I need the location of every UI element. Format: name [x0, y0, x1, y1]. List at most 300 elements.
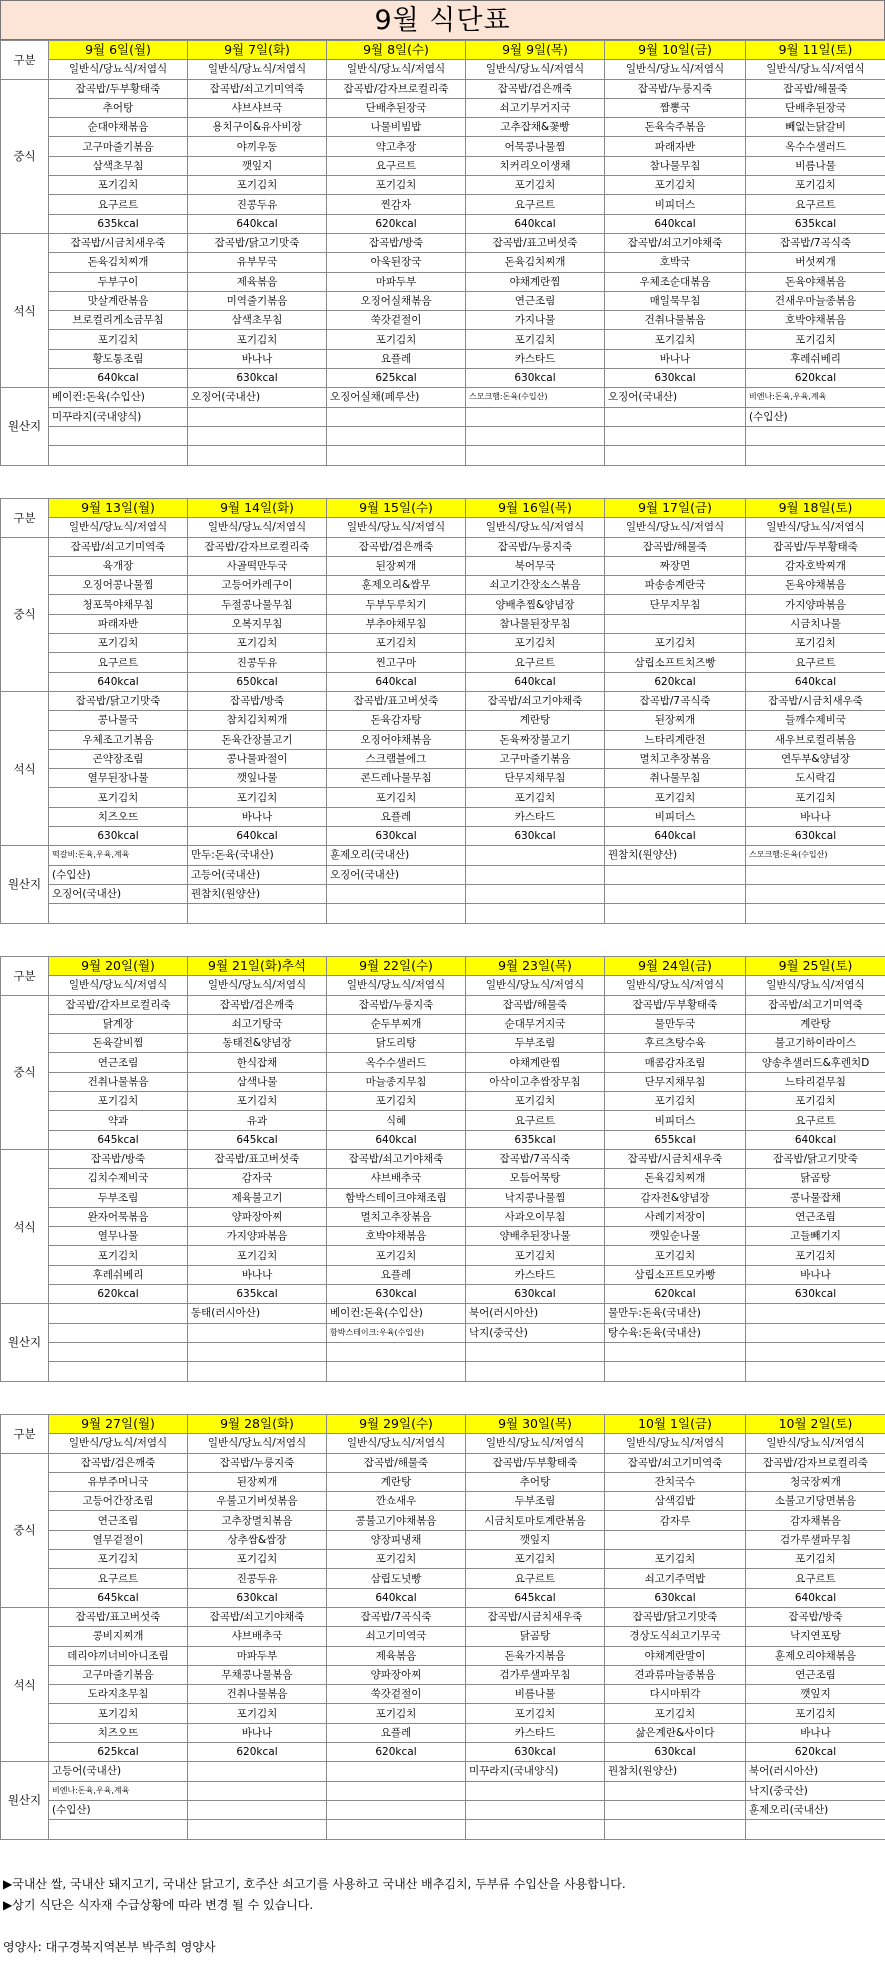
menu-cell: 잡곡밥/해물죽	[327, 1453, 466, 1472]
origin-row	[1, 1800, 885, 1819]
origin-cell: 낙지(중국산)	[466, 1323, 605, 1342]
dinner-row	[1, 330, 885, 349]
menu-cell: 샤브배추국	[188, 1627, 327, 1646]
diet-type-cell: 일반식/당뇨식/저염식	[327, 1434, 466, 1453]
menu-cell: 후레쉬베리	[746, 349, 885, 368]
origin-cell	[746, 884, 885, 903]
menu-table	[0, 1414, 885, 1840]
origin-cell: 베이컨:돈육(수입산)	[327, 1304, 466, 1323]
menu-cell: 포기김치	[188, 1550, 327, 1569]
origin-cell: (수입산)	[49, 865, 188, 884]
menu-cell: 옥수수샐러드	[327, 1053, 466, 1072]
menu-cell: 두부두루치기	[327, 595, 466, 614]
diet-type-row	[1, 518, 885, 537]
date-cell: 9월 6일(월)	[49, 41, 188, 60]
origin-cell	[49, 1362, 188, 1381]
menu-cell: 630kcal	[605, 1743, 746, 1762]
menu-cell: 640kcal	[605, 827, 746, 846]
origin-cell	[327, 407, 466, 426]
date-cell: 9월 27일(월)	[49, 1415, 188, 1434]
origin-cell	[466, 407, 605, 426]
footer-note: ▶상기 식단은 식자재 수급상황에 따라 변경 될 수 있습니다.	[3, 1898, 314, 1912]
menu-cell: 스크램블에그	[327, 749, 466, 768]
menu-cell: 620kcal	[327, 214, 466, 233]
menu-cell: 깻잎나물	[188, 769, 327, 788]
menu-cell: 포기김치	[49, 176, 188, 195]
origin-cell	[605, 884, 746, 903]
lunch-row	[1, 98, 885, 117]
footer-note: ▶국내산 쌀, 국내산 돼지고기, 국내산 닭고기, 호주산 쇠고기를 사용하고 국내산 배추김치, 두부류 수입산을 사용합니다.	[3, 1877, 626, 1891]
menu-cell: 포기김치	[49, 1550, 188, 1569]
menu-cell: 잡곡밥/감자브로컬리죽	[49, 995, 188, 1014]
menu-cell: 삼립도넛빵	[327, 1569, 466, 1588]
origin-cell	[746, 1304, 885, 1323]
origin-cell: 훈제오리(국내산)	[327, 846, 466, 865]
origin-cell	[327, 884, 466, 903]
origin-cell	[327, 446, 466, 465]
menu-cell: 사골떡만두국	[188, 556, 327, 575]
menu-cell: 삼립소프트모카빵	[605, 1265, 746, 1284]
menu-cell: 잡곡밥/쇠고기야채죽	[327, 1149, 466, 1168]
menu-cell: 매일묵무침	[605, 291, 746, 310]
dinner-row	[1, 1665, 885, 1684]
lunch-row	[1, 653, 885, 672]
menu-cell: 650kcal	[188, 672, 327, 691]
origin-cell	[49, 904, 188, 923]
menu-cell: 제육불고기	[188, 1188, 327, 1207]
menu-cell: 620kcal	[188, 1743, 327, 1762]
lunch-row	[1, 995, 885, 1014]
origin-cell	[188, 1342, 327, 1361]
menu-cell: 연근조림	[746, 1665, 885, 1684]
menu-cell: 나물비빔밥	[327, 118, 466, 137]
diet-type-cell: 일반식/당뇨식/저염식	[327, 518, 466, 537]
lunch-row	[1, 1492, 885, 1511]
menu-cell: 샤브배추국	[327, 1169, 466, 1188]
menu-cell: 요구르트	[746, 195, 885, 214]
menu-cell: 쑥갓겉절이	[327, 311, 466, 330]
menu-cell: 655kcal	[605, 1130, 746, 1149]
menu-cell: 잡곡밥/방죽	[746, 1607, 885, 1626]
lunch-row	[1, 156, 885, 175]
origin-row	[1, 846, 885, 865]
origin-label: 원산지	[1, 1762, 49, 1839]
menu-cell: 잡곡밥/두부황태죽	[466, 1453, 605, 1472]
menu-cell: 포기김치	[605, 1246, 746, 1265]
menu-cell: 포기김치	[746, 1092, 885, 1111]
origin-cell: 비엔나:돈육,우육,계육	[49, 1781, 188, 1800]
menu-cell: 포기김치	[327, 788, 466, 807]
menu-cell: 느타리겉무침	[746, 1072, 885, 1091]
diet-type-cell: 일반식/당뇨식/저염식	[188, 518, 327, 537]
menu-cell: 645kcal	[49, 1588, 188, 1607]
origin-cell	[746, 426, 885, 445]
lunch-row	[1, 1588, 885, 1607]
menu-cell: 삼색김밥	[605, 1492, 746, 1511]
menu-cell: 찐고구마	[327, 653, 466, 672]
lunch-row	[1, 1014, 885, 1033]
origin-cell: 오징어(국내산)	[188, 388, 327, 407]
menu-cell: 630kcal	[746, 827, 885, 846]
menu-cell: 요플레	[327, 1265, 466, 1284]
menu-cell: 빼없는닭갈비	[746, 118, 885, 137]
menu-cell: 포기김치	[746, 788, 885, 807]
origin-cell	[188, 1820, 327, 1839]
menu-cell: 포기김치	[746, 1246, 885, 1265]
menu-cell: 630kcal	[746, 1285, 885, 1304]
dinner-row	[1, 1227, 885, 1246]
origin-cell: 오징어(국내산)	[605, 388, 746, 407]
dinner-row	[1, 827, 885, 846]
dinner-row	[1, 1149, 885, 1168]
menu-cell: 640kcal	[466, 672, 605, 691]
date-cell: 9월 25일(토)	[746, 957, 885, 976]
menu-cell: 물만두국	[605, 1014, 746, 1033]
menu-cell: 훈제오리&쌈무	[327, 576, 466, 595]
origin-cell	[605, 407, 746, 426]
week-4-block	[0, 1414, 885, 1840]
origin-cell	[188, 1362, 327, 1381]
menu-cell: 짬뽕국	[605, 98, 746, 117]
menu-cell: 감자전&양념장	[605, 1188, 746, 1207]
origin-cell	[49, 426, 188, 445]
menu-cell: 곤약장조림	[49, 749, 188, 768]
diet-type-cell: 일반식/당뇨식/저염식	[746, 518, 885, 537]
menu-cell	[605, 614, 746, 633]
menu-cell: 시금치토마토계란볶음	[466, 1511, 605, 1530]
menu-cell: 아욱된장국	[327, 253, 466, 272]
menu-cell: 양배추된장나물	[466, 1227, 605, 1246]
menu-cell: 630kcal	[327, 1285, 466, 1304]
menu-cell: 630kcal	[605, 369, 746, 388]
menu-cell: 진콩두유	[188, 195, 327, 214]
lunch-row	[1, 1569, 885, 1588]
origin-cell: 물만두:돈육(국내산)	[605, 1304, 746, 1323]
menu-cell: 잡곡밥/닭고기맛죽	[605, 1607, 746, 1626]
menu-cell: 잡곡밥/닭고기맛죽	[49, 691, 188, 710]
origin-cell	[327, 1362, 466, 1381]
menu-cell: 포기김치	[49, 1704, 188, 1723]
date-cell: 10월 2일(토)	[746, 1415, 885, 1434]
menu-cell: 비름나물	[466, 1685, 605, 1704]
origin-cell	[188, 1762, 327, 1781]
origin-cell	[605, 1800, 746, 1819]
origin-cell	[188, 407, 327, 426]
origin-cell	[327, 426, 466, 445]
menu-cell: 계란탕	[327, 1472, 466, 1491]
menu-cell: 잡곡밥/표고버섯죽	[327, 691, 466, 710]
menu-cell: 바나나	[746, 807, 885, 826]
origin-cell: 오징어(국내산)	[327, 865, 466, 884]
menu-cell: 620kcal	[746, 1743, 885, 1762]
menu-cell: 630kcal	[466, 1285, 605, 1304]
lunch-label: 중식	[1, 537, 49, 691]
menu-cell: 잡곡밥/검은깨죽	[49, 1453, 188, 1472]
menu-cell: 오징어콩나물찜	[49, 576, 188, 595]
origin-row	[1, 884, 885, 903]
menu-cell: 잔치국수	[605, 1472, 746, 1491]
lunch-row	[1, 537, 885, 556]
menu-cell: 포기김치	[188, 1246, 327, 1265]
origin-cell: 북어(러시아산)	[466, 1304, 605, 1323]
menu-cell: 잡곡밥/7곡식죽	[466, 1149, 605, 1168]
date-cell: 9월 29일(수)	[327, 1415, 466, 1434]
date-cell: 9월 30일(목)	[466, 1415, 605, 1434]
origin-cell	[605, 426, 746, 445]
menu-cell: 낙지콩나물찜	[466, 1188, 605, 1207]
menu-cell: 630kcal	[49, 827, 188, 846]
menu-cell: 멸치고추장볶음	[327, 1207, 466, 1226]
lunch-label: 중식	[1, 995, 49, 1149]
menu-cell: 취나물무침	[605, 769, 746, 788]
menu-cell: 잡곡밥/검은깨죽	[466, 79, 605, 98]
menu-cell: 포기김치	[605, 788, 746, 807]
origin-cell	[49, 1820, 188, 1839]
menu-cell: 건취나물볶음	[49, 1072, 188, 1091]
menu-cell: 640kcal	[327, 1130, 466, 1149]
menu-cell: 함박스테이크야채조림	[327, 1188, 466, 1207]
menu-cell: 포기김치	[605, 1092, 746, 1111]
menu-cell: 잡곡밥/감자브로컬리죽	[188, 537, 327, 556]
dinner-row	[1, 291, 885, 310]
origin-cell	[188, 1323, 327, 1342]
menu-cell: 돈육야채볶음	[746, 576, 885, 595]
origin-cell	[327, 1342, 466, 1361]
origin-row	[1, 1362, 885, 1381]
menu-cell: 사례기저장이	[605, 1207, 746, 1226]
menu-cell: 630kcal	[188, 1588, 327, 1607]
menu-cell: 640kcal	[327, 1588, 466, 1607]
date-cell: 9월 8일(수)	[327, 41, 466, 60]
menu-cell: 콩나물잡채	[746, 1188, 885, 1207]
menu-cell: 견과류마늘종볶음	[605, 1665, 746, 1684]
menu-cell: 요플레	[327, 807, 466, 826]
menu-cell: 포기김치	[49, 330, 188, 349]
menu-cell: 연두부&양념장	[746, 749, 885, 768]
origin-cell: 동태(러시아산)	[188, 1304, 327, 1323]
menu-cell: 잡곡밥/쇠고기야채죽	[188, 1607, 327, 1626]
menu-cell: 도라지초무침	[49, 1685, 188, 1704]
menu-cell: 630kcal	[327, 827, 466, 846]
menu-cell: 포기김치	[605, 176, 746, 195]
menu-cell: 640kcal	[746, 1130, 885, 1149]
menu-cell: 포기김치	[327, 1246, 466, 1265]
origin-cell	[605, 446, 746, 465]
origin-cell	[188, 426, 327, 445]
dinner-row	[1, 1207, 885, 1226]
menu-cell: 두부구이	[49, 272, 188, 291]
dinner-row	[1, 1169, 885, 1188]
origin-cell	[327, 1762, 466, 1781]
menu-cell: 잡곡밥/해물죽	[605, 537, 746, 556]
date-cell: 9월 18일(토)	[746, 499, 885, 518]
menu-cell: 된장찌개	[605, 711, 746, 730]
menu-cell: 양파장아찌	[188, 1207, 327, 1226]
origin-cell	[188, 1781, 327, 1800]
menu-cell: 야채계란말이	[605, 1646, 746, 1665]
menu-cell: 포기김치	[327, 1704, 466, 1723]
dinner-row	[1, 691, 885, 710]
menu-cell: 삼립소프트치즈빵	[605, 653, 746, 672]
menu-cell: 640kcal	[327, 672, 466, 691]
diet-type-cell: 일반식/당뇨식/저염식	[605, 976, 746, 995]
menu-cell: 열무겉절이	[49, 1530, 188, 1549]
origin-row	[1, 1820, 885, 1839]
menu-cell: 돈육김치찌개	[49, 253, 188, 272]
diet-type-row	[1, 1434, 885, 1453]
dinner-row	[1, 1646, 885, 1665]
menu-cell: 된장찌개	[188, 1472, 327, 1491]
menu-cell: 카스타드	[466, 349, 605, 368]
lunch-row	[1, 1530, 885, 1549]
menu-cell: 카스타드	[466, 1723, 605, 1742]
menu-cell: 멸치고추장볶음	[605, 749, 746, 768]
origin-cell: 북어(러시아산)	[746, 1762, 885, 1781]
menu-cell: 잡곡밥/7곡식죽	[327, 1607, 466, 1626]
diet-type-cell: 일반식/당뇨식/저염식	[49, 60, 188, 79]
menu-cell: 포기김치	[188, 788, 327, 807]
menu-cell: 포기김치	[466, 1092, 605, 1111]
origin-cell	[746, 904, 885, 923]
menu-cell: 잡곡밥/방죽	[49, 1149, 188, 1168]
menu-cell: 640kcal	[49, 369, 188, 388]
menu-cell: 비피더스	[605, 195, 746, 214]
menu-cell: 상추쌈&쌈장	[188, 1530, 327, 1549]
menu-cell: 삼색나물	[188, 1072, 327, 1091]
origin-cell	[605, 1781, 746, 1800]
menu-cell: 630kcal	[466, 1743, 605, 1762]
menu-cell: 청포묵야채무침	[49, 595, 188, 614]
menu-cell: 건취나물볶음	[188, 1685, 327, 1704]
menu-cell: 잡곡밥/7곡식죽	[605, 691, 746, 710]
lunch-row	[1, 1130, 885, 1149]
week-1-block	[0, 40, 885, 466]
menu-cell: 포기김치	[466, 330, 605, 349]
menu-cell: 포기김치	[188, 330, 327, 349]
date-cell: 9월 17일(금)	[605, 499, 746, 518]
menu-cell: 잡곡밥/시금치새우죽	[605, 1149, 746, 1168]
origin-row	[1, 1781, 885, 1800]
menu-cell: 고들빼기지	[746, 1227, 885, 1246]
menu-cell: 요구르트	[49, 653, 188, 672]
menu-cell: 샤브샤브국	[188, 98, 327, 117]
menu-cell: 640kcal	[746, 672, 885, 691]
menu-cell: 645kcal	[49, 1130, 188, 1149]
menu-cell: 감자루	[605, 1511, 746, 1530]
origin-cell	[466, 1820, 605, 1839]
menu-cell: 두부조림	[466, 1034, 605, 1053]
menu-cell: 콘드레나물무침	[327, 769, 466, 788]
date-cell: 9월 7일(화)	[188, 41, 327, 60]
menu-cell: 가지양파볶음	[188, 1227, 327, 1246]
menu-cell: 돈육김치찌개	[605, 1169, 746, 1188]
origin-cell	[466, 884, 605, 903]
menu-cell: 깻잎지	[466, 1530, 605, 1549]
menu-cell: 야채계란찜	[466, 272, 605, 291]
menu-cell: 닭계장	[49, 1014, 188, 1033]
lunch-row	[1, 614, 885, 633]
menu-cell: 닭곰탕	[746, 1169, 885, 1188]
menu-cell: 삼색초무침	[49, 156, 188, 175]
dinner-label: 석식	[1, 1607, 49, 1761]
menu-cell: 매콤감자조림	[605, 1053, 746, 1072]
menu-cell: 연근조림	[49, 1511, 188, 1530]
origin-cell	[466, 446, 605, 465]
origin-cell	[746, 865, 885, 884]
menu-cell: 비름나물	[746, 156, 885, 175]
origin-cell: 낙지(중국산)	[746, 1781, 885, 1800]
origin-cell	[466, 1342, 605, 1361]
menu-cell: 오징어야채볶음	[327, 730, 466, 749]
menu-cell: 640kcal	[466, 214, 605, 233]
menu-cell: 포기김치	[327, 1092, 466, 1111]
menu-cell: 어묵콩나물찜	[466, 137, 605, 156]
origin-cell: 미꾸라지(국내양식)	[49, 407, 188, 426]
dinner-row	[1, 807, 885, 826]
menu-cell: 돈육짜장불고기	[466, 730, 605, 749]
menu-table	[0, 956, 885, 1382]
menu-cell: 건취나물볶음	[605, 311, 746, 330]
menu-cell: 단무지채무침	[466, 769, 605, 788]
menu-cell: 진콩두유	[188, 1569, 327, 1588]
origin-cell	[327, 1820, 466, 1839]
menu-cell: 계란탕	[746, 1014, 885, 1033]
origin-cell: (수입산)	[49, 1800, 188, 1819]
menu-cell: 요플레	[327, 349, 466, 368]
dinner-row	[1, 1685, 885, 1704]
menu-cell: 깻잎지	[188, 156, 327, 175]
menu-cell: 맛살계란볶음	[49, 291, 188, 310]
menu-cell: 유과	[188, 1111, 327, 1130]
menu-cell: 참치김치찌개	[188, 711, 327, 730]
menu-cell: 느타리계란전	[605, 730, 746, 749]
diet-type-cell: 일반식/당뇨식/저염식	[605, 60, 746, 79]
menu-cell: 요구르트	[746, 1569, 885, 1588]
menu-cell: 삶은계란&사이다	[605, 1723, 746, 1742]
origin-label: 원산지	[1, 1304, 49, 1381]
menu-cell: 고구마줄기볶음	[49, 1665, 188, 1684]
dinner-row	[1, 730, 885, 749]
origin-row	[1, 407, 885, 426]
menu-cell: 포기김치	[605, 1704, 746, 1723]
diet-type-cell: 일반식/당뇨식/저염식	[605, 1434, 746, 1453]
origin-cell: 만두:돈육(국내산)	[188, 846, 327, 865]
origin-cell: 스모크햄:돈육(수입산)	[746, 846, 885, 865]
diet-type-cell: 일반식/당뇨식/저염식	[188, 1434, 327, 1453]
menu-cell: 오징어실채볶음	[327, 291, 466, 310]
dinner-label: 석식	[1, 691, 49, 845]
menu-cell: 고등어간장조림	[49, 1492, 188, 1511]
menu-cell: 감자국	[188, 1169, 327, 1188]
origin-cell	[188, 446, 327, 465]
origin-cell	[746, 1323, 885, 1342]
menu-cell: 연근조림	[746, 1207, 885, 1226]
menu-cell: 620kcal	[49, 1285, 188, 1304]
menu-cell: 추어탕	[466, 1472, 605, 1491]
menu-cell: 잡곡밥/7곡식죽	[746, 233, 885, 252]
origin-cell: (수입산)	[746, 407, 885, 426]
menu-cell: 640kcal	[188, 214, 327, 233]
menu-cell: 두절콩나물무침	[188, 595, 327, 614]
lunch-label: 중식	[1, 79, 49, 233]
menu-cell: 바나나	[746, 1723, 885, 1742]
page-title: 9월 식단표	[0, 0, 885, 40]
diet-type-row	[1, 976, 885, 995]
menu-cell: 바나나	[605, 349, 746, 368]
menu-cell: 620kcal	[746, 369, 885, 388]
date-row	[1, 1415, 885, 1434]
dinner-row	[1, 1743, 885, 1762]
